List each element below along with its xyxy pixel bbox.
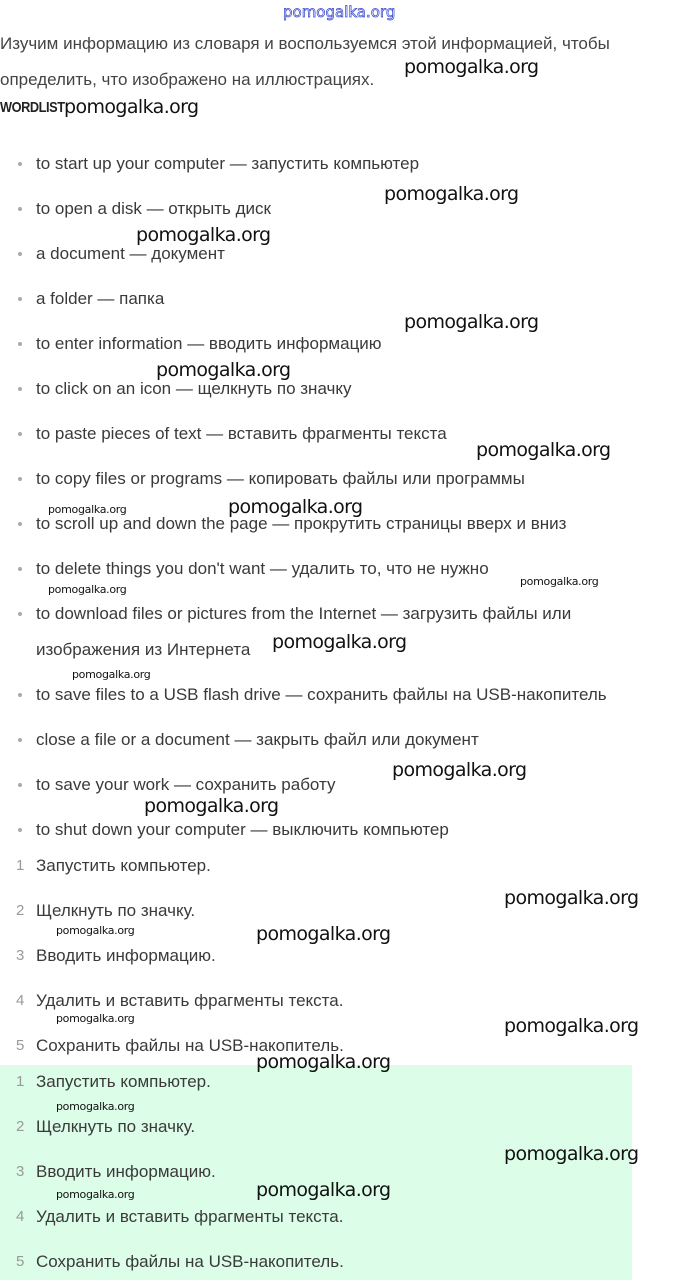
wordlist-item-text: a folder — папка	[36, 289, 165, 308]
item-text: Сохранить файлы на USB-накопитель.	[36, 1036, 344, 1055]
watermark: pomogalka.org	[136, 224, 271, 246]
watermark: pomogalka.org	[404, 311, 539, 333]
bullet-icon	[18, 522, 22, 526]
item-number: 3	[16, 1163, 25, 1180]
wordlist-title: WORDLIST	[0, 99, 65, 116]
watermark: pomogalka.org	[504, 1143, 639, 1165]
item-number: 3	[16, 947, 25, 964]
watermark: pomogalka.org	[144, 795, 279, 817]
bullet-icon	[18, 387, 22, 391]
wordlist-item-text: to scroll up and down the page — прокрутить страницы вверх и вниз	[36, 514, 567, 533]
item-text: Вводить информацию.	[36, 1162, 216, 1181]
item-text: Вводить информацию.	[36, 946, 216, 965]
watermark: pomogalka.org	[156, 359, 291, 381]
watermark: pomogalka.org	[56, 1100, 135, 1113]
item-number: 4	[16, 1208, 25, 1225]
wordlist-item-text: to enter information — вводить информацию	[36, 334, 382, 353]
bullet-icon	[18, 693, 22, 697]
wordlist-item-text: to shut down your computer — выключить компьютер	[36, 820, 449, 839]
bullet-icon	[18, 783, 22, 787]
wordlist-item-text: изображения из Интернета	[36, 640, 251, 659]
bullet-icon	[18, 432, 22, 436]
wordlist-item-text: close a file or a document — закрыть файл или документ	[36, 730, 479, 749]
item-text: Запустить компьютер.	[36, 856, 211, 875]
watermark: pomogalka.org	[256, 1179, 391, 1201]
intro-line-1: Изучим информацию из словаря и воспользуемся этой информацией, чтобы	[0, 34, 610, 53]
wordlist-item-text: to paste pieces of text — вставить фрагменты текста	[36, 424, 447, 443]
watermark: pomogalka.org	[520, 575, 599, 588]
watermark: pomogalka.org	[504, 1015, 639, 1037]
watermark: pomogalka.org	[476, 439, 611, 461]
watermark: pomogalka.org	[392, 759, 527, 781]
bullet-icon	[18, 477, 22, 481]
watermark: pomogalka.org	[228, 496, 363, 518]
wordlist-item-text: to click on an icon — щелкнуть по значку	[36, 379, 352, 398]
item-text: Щелкнуть по значку.	[36, 901, 196, 920]
wordlist-item-text: to save files to a USB flash drive — сохранить файлы на USB-накопитель	[36, 685, 607, 704]
wordlist-item-text: to delete things you don't want — удалить то, что не нужно	[36, 559, 489, 578]
watermark: pomogalka.org	[256, 1051, 391, 1073]
item-number: 5	[16, 1037, 25, 1054]
watermark: pomogalka.org	[48, 503, 127, 516]
watermark: pomogalka.org	[404, 56, 539, 78]
bullet-icon	[18, 612, 22, 616]
watermark: pomogalka.org	[48, 583, 127, 596]
wordlist-item-text: to save your work — сохранить работу	[36, 775, 336, 794]
wordlist-item-text: a document — документ	[36, 244, 225, 263]
wordlist-item-text: to open a disk — открыть диск	[36, 199, 271, 218]
watermark: pomogalka.org	[64, 96, 199, 118]
watermark: pomogalka.org	[72, 668, 151, 681]
bullet-icon	[18, 342, 22, 346]
watermark: pomogalka.org	[56, 924, 135, 937]
bullet-icon	[18, 297, 22, 301]
bullet-icon	[18, 162, 22, 166]
bullet-icon	[18, 207, 22, 211]
bullet-icon	[18, 252, 22, 256]
watermark: pomogalka.org	[56, 1012, 135, 1025]
item-text: Сохранить файлы на USB-накопитель.	[36, 1252, 344, 1271]
item-text: Удалить и вставить фрагменты текста.	[36, 991, 344, 1010]
watermark: pomogalka.org	[272, 631, 407, 653]
watermark: pomogalka.org	[504, 887, 639, 909]
item-number: 1	[16, 857, 25, 874]
watermark: pomogalka.org	[384, 183, 519, 205]
item-number: 1	[16, 1073, 25, 1090]
wordlist-item-text: to download files or pictures from the Internet — загрузить файлы или	[36, 604, 572, 623]
item-number: 5	[16, 1253, 25, 1270]
item-number: 2	[16, 1118, 25, 1135]
item-number: 4	[16, 992, 25, 1009]
bullet-icon	[18, 567, 22, 571]
item-text: Щелкнуть по значку.	[36, 1117, 196, 1136]
item-text: Запустить компьютер.	[36, 1072, 211, 1091]
watermark: pomogalka.org	[256, 923, 391, 945]
item-number: 2	[16, 902, 25, 919]
header-watermark: pomogalka.org	[283, 3, 396, 21]
watermark: pomogalka.org	[56, 1188, 135, 1201]
wordlist-item-text: to copy files or programs — копировать файлы или программы	[36, 469, 525, 488]
intro-line-2: определить, что изображено на иллюстрациях.	[0, 70, 375, 89]
bullet-icon	[18, 828, 22, 832]
item-text: Удалить и вставить фрагменты текста.	[36, 1207, 344, 1226]
wordlist-item-text: to start up your computer — запустить компьютер	[36, 154, 420, 173]
bullet-icon	[18, 738, 22, 742]
